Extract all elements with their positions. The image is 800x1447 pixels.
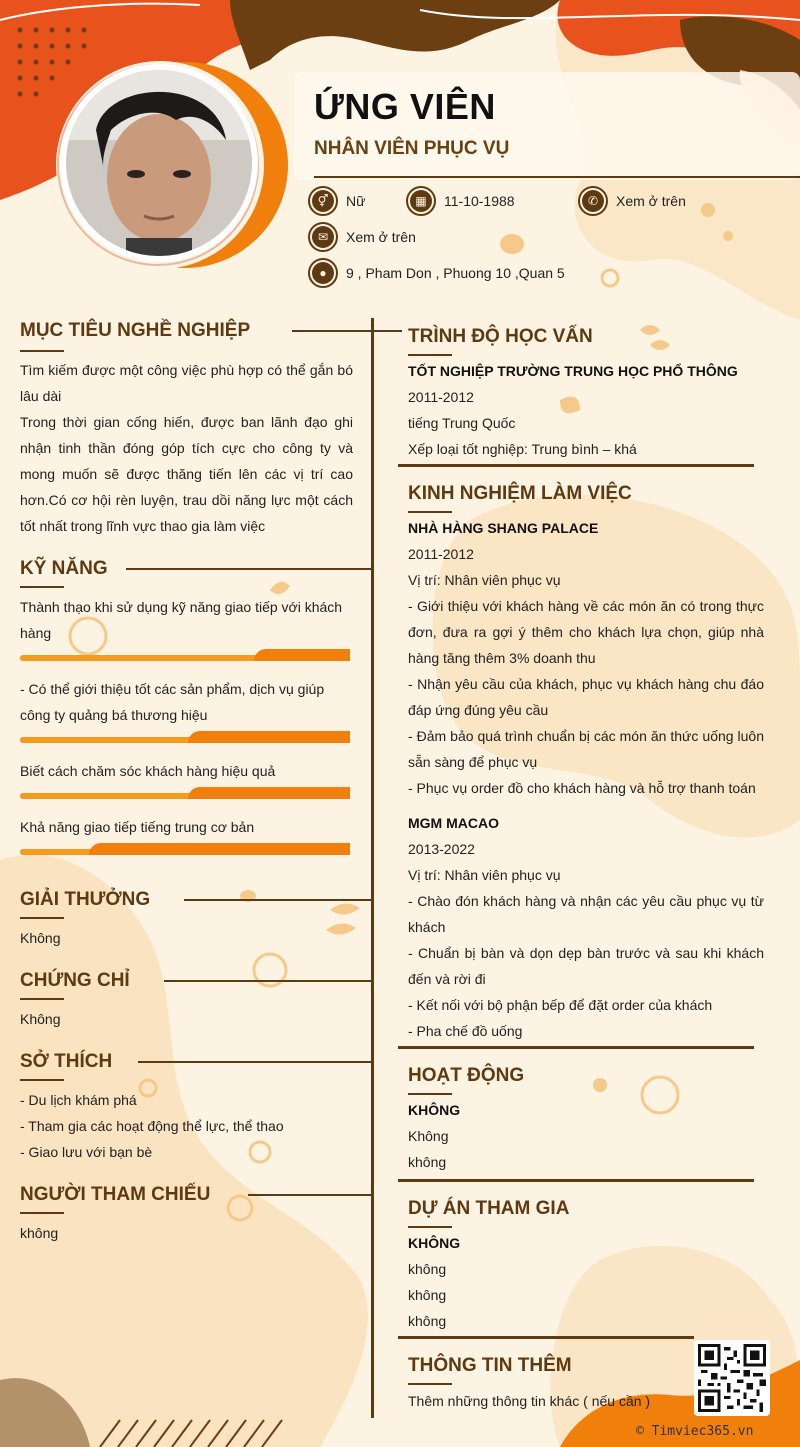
job-period: 2011-2012 [408,546,474,562]
section-connector [292,330,372,332]
info-address [308,258,565,288]
activities-heading: KHÔNG [408,1102,461,1118]
section-underline [20,1212,64,1214]
email-value: Xem ở trên [346,229,416,245]
column-divider [371,318,374,1418]
section-connector [184,899,372,901]
section-underline [408,511,452,513]
section-title-skills: KỸ NĂNG [20,558,108,579]
job-duty: - Chuẩn bị bàn và dọn dẹp bàn trước và sau khi khách đến và rời đi [408,945,764,987]
candidate-name: ỨNG VIÊN [314,86,496,127]
job-duty: - Chào đón khách hàng và nhận các yêu cầu phục vụ từ khách [408,893,764,935]
skill-bar [20,787,350,799]
section-divider [398,1179,754,1182]
objective-text [20,357,353,539]
section-connector [248,1194,372,1196]
projects-block [408,1230,764,1334]
job-duty: - Pha chế đồ uống [408,1023,523,1039]
hobby-item: - Tham gia các hoạt động thể lực, thể thao [20,1118,284,1134]
section-underline [20,917,64,919]
projects-line: không [408,1287,447,1303]
address-value: 9 , Pham Don , Phuong 10 ,Quan 5 [346,265,565,281]
copyright: © Timviec365.vn [636,1424,754,1439]
extra-text: Thêm những thông tin khác ( nếu cần ) [408,1393,651,1409]
section-title-activities: HOẠT ĐỘNG [408,1065,525,1086]
activities-block [408,1097,764,1175]
hobbies-list [20,1087,284,1165]
section-underline [408,1383,452,1385]
gender-icon: ⚥ [308,186,338,216]
section-title-hobbies: SỞ THÍCH [20,1051,113,1072]
section-title-experience: KINH NGHIỆM LÀM VIỆC [408,483,632,504]
phone-icon: ✆ [578,186,608,216]
education-block [408,358,764,462]
job-period: 2013-2022 [408,841,475,857]
job-position: Vị trí: Nhân viên phục vụ [408,572,561,588]
section-title-education: TRÌNH ĐỘ HỌC VẤN [408,326,593,347]
section-connector [164,980,372,982]
skill-bar [20,649,350,661]
section-title-objective: MỤC TIÊU NGHỀ NGHIỆP [20,320,251,341]
skill-bar [20,843,350,855]
experience-job [408,515,764,801]
activities-line: Không [408,1128,449,1144]
qr-code-icon [698,1344,766,1412]
section-underline [408,354,452,356]
section-divider [398,1336,694,1339]
education-major: tiếng Trung Quốc [408,415,516,431]
section-divider [398,1046,754,1049]
section-title-awards: GIẢI THƯỞNG [20,889,151,910]
education-period: 2011-2012 [408,389,474,405]
skill-bar [20,731,350,743]
awards-text: Không [20,930,61,946]
section-title-projects: DỰ ÁN THAM GIA [408,1198,570,1219]
skill-item: Khả năng giao tiếp tiếng trung cơ bản [20,819,255,835]
references-text: không [20,1225,59,1241]
job-duty: - Kết nối với bộ phận bếp để đặt order của khách [408,997,713,1013]
qr-code [694,1340,770,1416]
job-duty: - Phục vụ order đồ cho khách hàng và hỗ trợ thanh toán [408,780,756,796]
activities-line: không [408,1154,447,1170]
section-underline [408,1093,452,1095]
info-email [308,222,416,252]
projects-line: không [408,1313,447,1329]
job-duty: - Đảm bảo quá trình chuẩn bị các món ăn thức uống luôn sẵn sàng để phục vụ [408,728,764,770]
info-birthday [406,186,515,216]
job-title: NHÂN VIÊN PHỤC VỤ [314,138,510,159]
hobby-item: - Du lịch khám phá [20,1092,137,1108]
mail-icon: ✉ [308,222,338,252]
avatar [60,64,258,262]
job-duty: - Giới thiệu với khách hàng về các món ăn có trong thực đơn, đưa ra gợi ý thêm cho khách lựa chọn, giúp nhà hàng tăng thêm 3% doanh thu [408,598,764,666]
section-title-references: NGƯỜI THAM CHIẾU [20,1184,211,1205]
info-phone [578,186,686,216]
skill-item: Thành thạo khi sử dụng kỹ năng giao tiếp với khách hàng [20,599,343,641]
phone-value: Xem ở trên [616,193,686,209]
location-icon: ● [308,258,338,288]
section-divider [398,464,754,467]
job-duty: - Nhận yêu cầu của khách, phục vụ khách hàng chu đáo đáp ứng đúng yêu cầu [408,676,764,718]
section-underline [20,586,64,588]
job-company: MGM MACAO [408,815,499,831]
section-connector [138,1061,372,1063]
section-title-certificates: CHỨNG CHỈ [20,970,130,991]
experience-job [408,810,764,1044]
education-school: TỐT NGHIỆP TRƯỜNG TRUNG HỌC PHỔ THÔNG [408,363,738,379]
calendar-icon: ▦ [406,186,436,216]
gender-value: Nữ [346,193,366,209]
section-underline [20,1079,64,1081]
hobby-item: - Giao lưu với bạn bè [20,1144,153,1160]
projects-line: không [408,1261,447,1277]
objective-line: Trong thời gian cống hiến, được ban lãnh đạo ghi nhận tinh thần đóng góp tích cực cho công ty và mong muốn sẽ được thăng tiến lên các vị trí cao hơn.Có cơ hội rèn luyện, trau dồi năng lực một cách tốt nhất trong lĩnh vực thao gia làm việc [20,414,353,534]
skill-item: - Có thể giới thiệu tốt các sản phẩm, dịch vụ giúp công ty quảng bá thương hiệu [20,681,325,723]
objective-line: Tìm kiếm được một công việc phù hợp có thể gắn bó lâu dài [20,362,353,404]
job-company: NHÀ HÀNG SHANG PALACE [408,520,599,536]
section-connector [372,330,402,332]
section-title-extra: THÔNG TIN THÊM [408,1355,572,1376]
birthday-value: 11-10-1988 [444,193,515,209]
section-underline [408,1226,452,1228]
job-position: Vị trí: Nhân viên phục vụ [408,867,561,883]
header-divider [314,176,800,178]
skill-item: Biết cách chăm sóc khách hàng hiệu quả [20,763,276,779]
certificates-text: Không [20,1011,61,1027]
section-underline [20,998,64,1000]
section-connector [126,568,372,570]
education-grade: Xếp loại tốt nghiệp: Trung bình – khá [408,441,637,457]
portrait-icon [66,70,252,256]
section-underline [20,350,64,352]
info-gender [308,186,365,216]
projects-heading: KHÔNG [408,1235,461,1251]
